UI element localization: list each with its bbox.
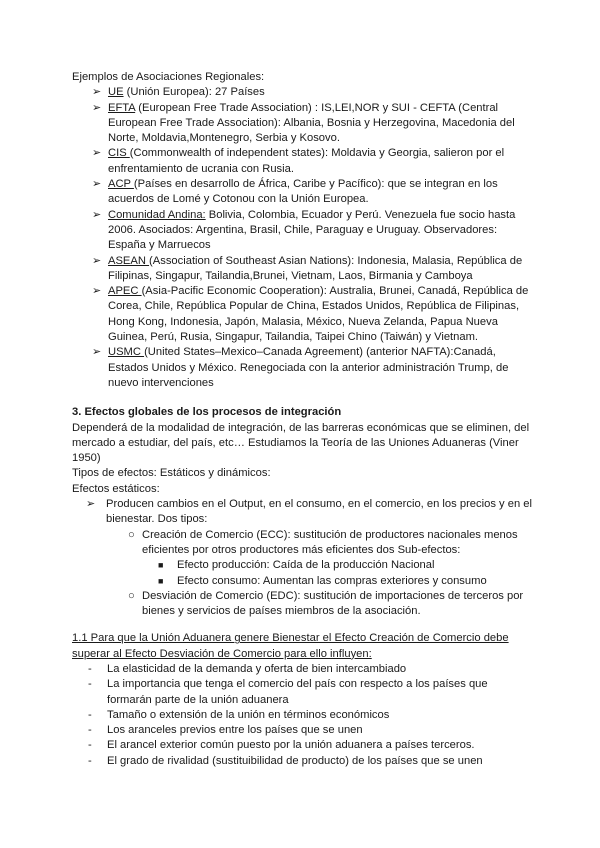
association-item [92,177,532,208]
trade-diversion-text: Desviación de Comercio (EDC): sustitución de importaciones de terceros por bienes y servicios de países miembros de la asociación. [142,589,524,618]
arrow-bullet-icon: ➢ [92,86,102,99]
square-bullet-icon: ■ [158,560,164,571]
association-name: CIS [108,147,130,160]
association-name: APEC [108,285,142,298]
dash-bullet-icon: - [88,678,92,691]
section-3-title: 3. Efectos globales de los procesos de integración [72,406,342,419]
association-name: EFTA [108,101,136,114]
association-name: Comunidad Andina: [108,208,206,221]
arrow-bullet-icon: ➢ [86,498,96,511]
effect-types-list [106,528,532,620]
factor-text: Los aranceles previos entre los países que se unen [107,724,363,737]
section-1-1-title: 1.1 Para que la Unión Aduanera genere Bienestar el Efecto Creación de Comercio debe superar al Efecto Desviación de Comercio para ello influyen: [72,632,509,660]
association-name: USMC [108,346,145,359]
factor-item [88,677,532,708]
factor-item [88,708,532,723]
square-bullet-icon: ■ [158,575,164,586]
factor-text: El arancel exterior común puesto por la unión aduanera a países terceros. [107,739,475,752]
association-desc: (European Free Trade Association) : IS,LEI,NOR y SUI - CEFTA (Central European Free Trade Association): Albania, Bosnia y Herzegovina, Macedonia del Norte, Moldavia,Montenegro, Serbia y Kosovo. [108,101,515,145]
association-item [92,284,532,345]
arrow-bullet-icon: ➢ [92,101,102,114]
association-desc: (Unión Europea): 27 Países [123,86,265,99]
trade-creation-text: Creación de Comercio (ECC): sustitución de productores nacionales menos eficientes por otros productores más eficientes dos Sub-efectos: [142,528,518,556]
intro-text: Ejemplos de Asociaciones Regionales: [72,71,265,83]
association-desc: (Association of Southeast Asian Nations): Indonesia, Malasia, República de Filipinas, Singapur, Tailandia,Brunei, Vietnam, Laos, Birmania y Camboya [108,254,523,282]
factor-item [88,754,532,769]
association-item [92,85,532,100]
factors-list [72,662,532,769]
sub-effect-item [158,558,532,573]
sub-effect-text: Efecto consumo: Aumentan las compras exteriores y consumo [177,574,487,587]
association-item [92,345,532,391]
sub-effects-list [142,558,532,589]
arrow-bullet-icon: ➢ [92,254,102,267]
effects-list [72,497,532,619]
static-effects-label: Efectos estáticos: [72,482,160,495]
association-item [92,208,532,254]
arrow-bullet-icon: ➢ [92,208,102,221]
circle-bullet-icon: ○ [128,528,135,541]
association-desc: Bolivia, Colombia, Ecuador y Perú. Venezuela fue socio hasta 2006. Asociados: Argentina, Brasil, Chile, Paraguay e Uruguay. Observadores: España y Marruecos [108,208,516,252]
section-3-paragraph: Dependerá de la modalidad de integración, de las barreras económicas que se eliminen, del mercado a estudiar, del país, etc… Estudiamos la Teoría de las Uniones Aduaneras (Viner 1950) [72,421,530,465]
association-desc: (Asia-Pacific Economic Cooperation): Australia, Brunei, Canadá, República de Corea, Chile, República Popular de China, Estados Unidos, República de Filipinas, Hong Kong, Indonesia, Japón, Malasia, México, Nueva Zelanda, Papua Nueva Guinea, Perú, Rusia, Singapur, Tailandia, Taipei Chino (Taiwán) y Vietnam. [108,285,529,344]
arrow-bullet-icon: ➢ [92,285,102,298]
arrow-bullet-icon: ➢ [92,346,102,359]
sub-effect-text: Efecto producción: Caída de la producción Nacional [177,559,435,572]
associations-list [72,85,532,391]
document-page [72,70,532,769]
association-name: UE [108,86,124,99]
effects-item [86,497,532,619]
effects-text: Producen cambios en el Output, en el consumo, en el comercio, en los precios y en el bienestar. Dos tipos: [106,498,532,526]
arrow-bullet-icon: ➢ [92,147,102,160]
effect-types-text: Tipos de efectos: Estáticos y dinámicos: [72,467,271,480]
association-item [92,101,532,147]
factor-item [88,738,532,753]
dash-bullet-icon: - [88,754,92,767]
association-desc: (Commonwealth of independent states): Moldavia y Georgia, salieron por el enfrentamiento de ucrania con Rusia. [108,147,505,175]
factor-text: El grado de rivalidad (sustituibilidad de producto) de los países que se unen [107,754,483,767]
factor-text: Tamaño o extensión de la unión en términos económicos [107,708,390,721]
factor-text: La elasticidad de la demanda y oferta de bien intercambiado [107,662,407,675]
factor-text: La importancia que tenga el comercio del país con respecto a los países que formarán parte de la unión aduanera [107,678,488,706]
association-item [92,146,532,177]
dash-bullet-icon: - [88,724,92,737]
association-item [92,254,532,285]
association-name: ACP [108,178,134,191]
circle-bullet-icon: ○ [128,589,135,602]
trade-diversion-item [128,589,532,620]
sub-effect-item [158,574,532,589]
factor-item [88,723,532,738]
dash-bullet-icon: - [88,662,92,675]
arrow-bullet-icon: ➢ [92,178,102,191]
association-desc: (United States–Mexico–Canada Agreement) (anterior NAFTA):Canadá, Estados Unidos y México. Renegociada con la anterior administración Trump, de nuevo intervenciones [108,346,509,389]
trade-creation-item [128,528,532,589]
dash-bullet-icon: - [88,739,92,752]
factor-item [88,662,532,677]
association-desc: (Países en desarrollo de África, Caribe y Pacífico): que se integran en los acuerdos de Lomé y Cotonou con la Unión Europea. [108,178,498,206]
dash-bullet-icon: - [88,708,92,721]
association-name: ASEAN [108,254,150,267]
